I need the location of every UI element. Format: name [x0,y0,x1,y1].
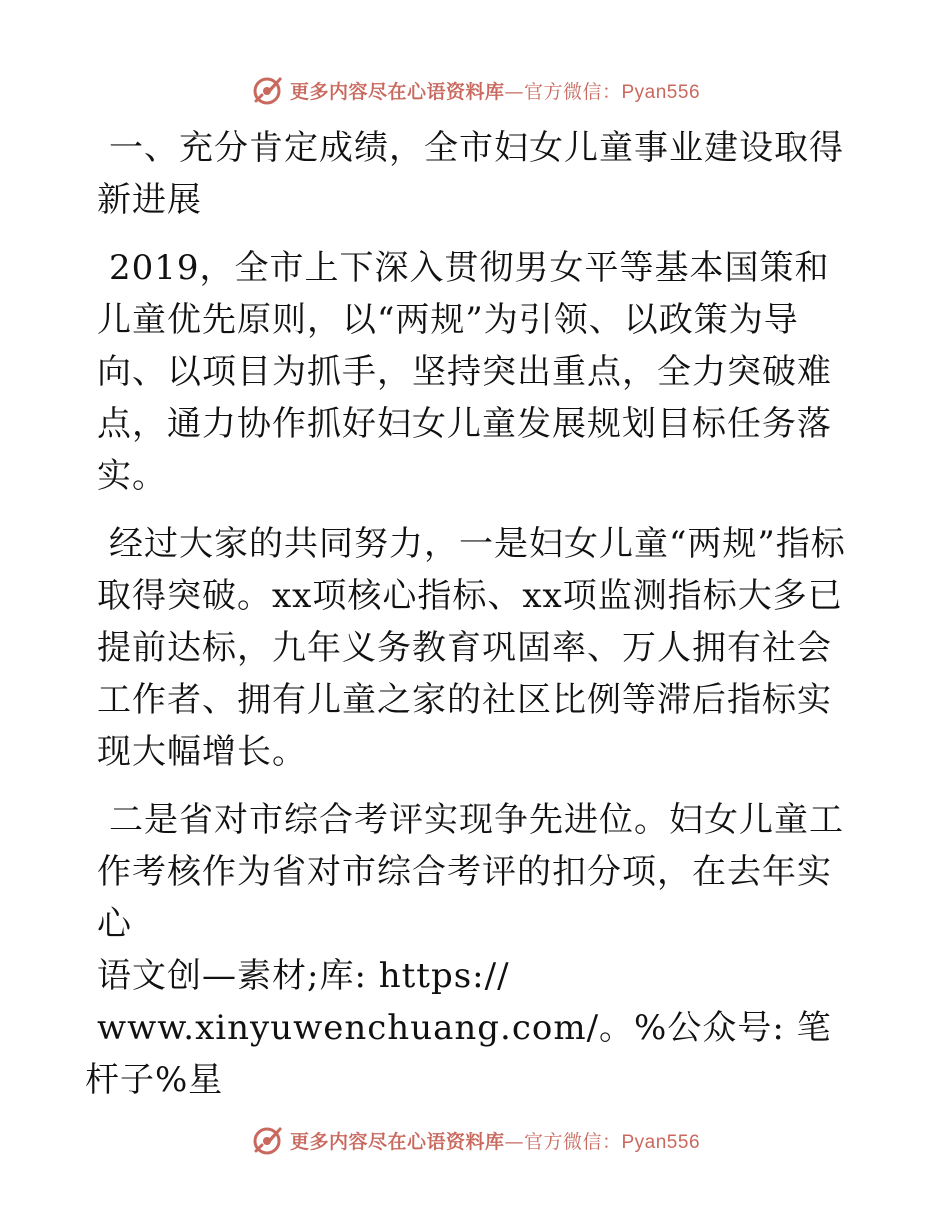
watermark-wechat-id: Pyan556 [621,81,701,103]
paragraph-3-line-1: 二是省对市综合考评实现争先进位。妇女儿童工作考核作为省对市综合考评的扣分项，在去年实心 [97,800,844,944]
watermark-main: 更多内容尽在心语资料库 [289,1130,505,1153]
watermark-main: 更多内容尽在心语资料库 [289,80,505,103]
watermark-dash: — [504,80,524,103]
paragraph-1: 2019，全市上下深入贯彻男女平等基本国策和儿童优先原则，以“两规”为引领、以政策为导向、以项目为抓手，坚持突出重点，全力突破难点，通力协作抓好妇女儿童发展规划目标任务落实。 [97,248,832,496]
paragraph-3-line-3: www.xinyuwenchuang.com/。%公众号: 笔杆子%星 [85,1008,832,1100]
section-heading [97,122,857,226]
watermark-wechat-id: Pyan556 [621,1131,701,1153]
header-watermark [0,70,950,110]
watermark-text [290,1127,700,1154]
paragraph-3-line-2: 语文创—素材;库: https:// [97,956,510,996]
quill-logo-icon [250,73,284,107]
document-body [85,122,857,1106]
watermark-dash: — [504,1130,524,1153]
heading-line-1: 一、充分肯定成绩，全市妇女儿童事业建设取得 [109,128,844,168]
watermark-text [290,77,700,104]
quill-logo-icon [250,1123,284,1157]
paragraph-3 [85,794,857,1106]
watermark-official: 官方微信： [523,80,622,103]
footer-watermark [0,1120,950,1160]
watermark-official: 官方微信： [523,1130,622,1153]
paragraph-2: 经过大家的共同努力，一是妇女儿童“两规”指标取得突破。xx项核心指标、xx项监测指标大多已提前达标，九年义务教育巩固率、万人拥有社会工作者、拥有儿童之家的社区比例等滞后指标实现大幅增长。 [97,524,846,772]
heading-line-2: 新进展 [97,180,202,220]
